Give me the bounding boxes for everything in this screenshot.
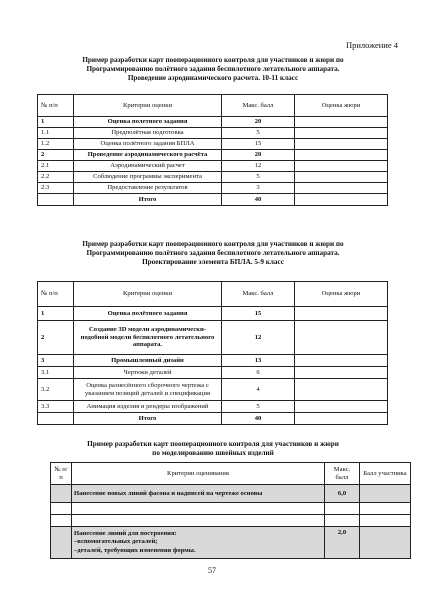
max-score-cell: 12 — [222, 321, 295, 355]
row-number-cell: 1.1 — [38, 128, 74, 139]
row-number-cell: 1.2 — [38, 139, 74, 150]
header-cell: Критерии оценки — [74, 282, 222, 307]
section1-title: Пример разработки карт пооперационного контроля для участников и жюри по Программированию полётного задания беспилотного летательного аппарата. Проведение аэродинамического расчета. 10-11 класс — [82, 56, 344, 82]
table-header-row — [38, 282, 388, 307]
table-row — [38, 307, 388, 321]
jury-score-cell — [295, 413, 388, 425]
max-score-cell: 20 — [222, 117, 295, 128]
header-cell: Критерии оценивания — [72, 463, 325, 485]
max-score-cell: 13 — [222, 355, 295, 367]
jury-score-cell — [295, 367, 388, 379]
table-row — [51, 515, 411, 527]
criterion-cell: Оценка разнесённого сборочного чертежа с указанием позиций деталей и спецификация — [74, 379, 222, 401]
criterion-cell: Оценка полётного задания БПЛА — [74, 139, 222, 150]
row-number-cell: 3.2 — [38, 379, 74, 401]
criterion-cell: Чертежи деталей — [74, 367, 222, 379]
criterion-cell: Проведение аэродинамического расчёта — [74, 150, 222, 161]
table3-header-row — [51, 463, 411, 485]
header-cell: Оценка жюри — [295, 95, 388, 117]
max-score-cell: 4 — [222, 379, 295, 401]
header-cell: Балл участника — [360, 463, 411, 485]
table-row — [38, 367, 388, 379]
jury-score-cell — [295, 139, 388, 150]
row-number-cell: 2 — [38, 321, 74, 355]
jury-score-cell — [295, 401, 388, 413]
table-row — [38, 117, 388, 128]
table-row — [38, 150, 388, 161]
table-row — [38, 139, 388, 150]
jury-score-cell — [295, 321, 388, 355]
table-row — [51, 527, 411, 559]
table-row — [38, 413, 388, 425]
criterion-cell: Промышленный дизайн — [74, 355, 222, 367]
criterion-cell: Нанесение линий для построения: –вспомогательных деталей; –деталей, требующих изменения формы. — [72, 527, 325, 559]
criteria-table-1 — [37, 94, 388, 206]
criterion-cell: Аэродинамический расчет — [74, 161, 222, 172]
table-row — [38, 321, 388, 355]
row-number-cell — [38, 194, 74, 206]
criterion-cell: Итого — [74, 194, 222, 206]
max-score-cell: 5 — [222, 172, 295, 183]
jury-score-cell — [295, 150, 388, 161]
row-number-cell: 3.1 — [38, 367, 74, 379]
row-number-cell: 1 — [38, 117, 74, 128]
header-cell: Макс. балл — [222, 95, 295, 117]
table-row — [38, 183, 388, 194]
criterion-cell: Оценка полетного задания — [74, 117, 222, 128]
jury-score-cell — [295, 172, 388, 183]
jury-score-cell — [295, 194, 388, 206]
row-number-cell: 2.3 — [38, 183, 74, 194]
header-cell: Оценка жюри — [295, 282, 388, 307]
section2-title: Пример разработки карт пооперационного контроля для участников и жюри по Программированию полётного задания беспилотного летательного аппарата. Проектирование элемента БПЛА. 5-9 класс — [82, 240, 344, 266]
appendix-label: Приложение 4 — [346, 40, 398, 50]
max-score-cell: 40 — [222, 413, 295, 425]
criterion-cell: Предполётная подготовка — [74, 128, 222, 139]
max-score-cell: 40 — [222, 194, 295, 206]
table-row — [38, 172, 388, 183]
header-cell: Макс. балл — [325, 463, 360, 485]
row-number-cell: 2.1 — [38, 161, 74, 172]
table-row — [38, 194, 388, 206]
max-score-cell: 5 — [222, 128, 295, 139]
table-row — [38, 355, 388, 367]
table-row — [51, 485, 411, 503]
row-number-cell: 3 — [38, 355, 74, 367]
jury-score-cell — [295, 379, 388, 401]
table-row — [38, 128, 388, 139]
max-score-cell: 20 — [222, 150, 295, 161]
header-cell: № п/п — [38, 95, 74, 117]
max-score-cell: 12 — [222, 161, 295, 172]
max-score-cell: 3 — [222, 183, 295, 194]
max-score-cell: 2,0 — [325, 527, 360, 559]
row-number-cell: 2.2 — [38, 172, 74, 183]
header-cell: № п/п — [51, 463, 72, 485]
table-header-row — [38, 95, 388, 117]
max-score-cell: 5 — [222, 401, 295, 413]
criterion-cell: Соблюдение программы эксперимента — [74, 172, 222, 183]
table-row — [51, 503, 411, 515]
max-score-cell: 6 — [222, 367, 295, 379]
jury-score-cell — [295, 128, 388, 139]
criterion-cell: Нанесение новых линий фасона и надписей на чертеже основы — [72, 485, 325, 503]
max-score-cell: 15 — [222, 139, 295, 150]
table-row — [38, 379, 388, 401]
table-row — [38, 401, 388, 413]
header-cell: Критерии оценки — [74, 95, 222, 117]
criterion-cell: Анимация изделия и рендеры изображений — [74, 401, 222, 413]
criterion-cell: Создание 3D модели аэродинамически-подобной модели беспилотного летательного аппарата. — [74, 321, 222, 355]
criterion-cell: Итого — [74, 413, 222, 425]
criteria-table-2 — [37, 281, 388, 425]
max-score-cell: 15 — [222, 307, 295, 321]
row-number-cell: 3.3 — [38, 401, 74, 413]
max-score-cell: 6,0 — [325, 485, 360, 503]
row-number-cell: 2 — [38, 150, 74, 161]
header-cell: Макс. балл — [222, 282, 295, 307]
header-cell: № п/п — [38, 282, 74, 307]
criterion-cell: Предоставление результатов — [74, 183, 222, 194]
jury-score-cell — [295, 117, 388, 128]
criteria-table-3 — [50, 462, 411, 559]
criterion-cell: Оценка полётного задания — [74, 307, 222, 321]
table-row — [38, 161, 388, 172]
jury-score-cell — [295, 355, 388, 367]
jury-score-cell — [295, 307, 388, 321]
page-number: 57 — [208, 566, 216, 575]
jury-score-cell — [295, 161, 388, 172]
jury-score-cell — [295, 183, 388, 194]
section3-title: Пример разработки карт пооперационного контроля для участников и жюри по моделированию швейных изделий — [87, 440, 339, 457]
row-number-cell — [38, 413, 74, 425]
row-number-cell: 1 — [38, 307, 74, 321]
